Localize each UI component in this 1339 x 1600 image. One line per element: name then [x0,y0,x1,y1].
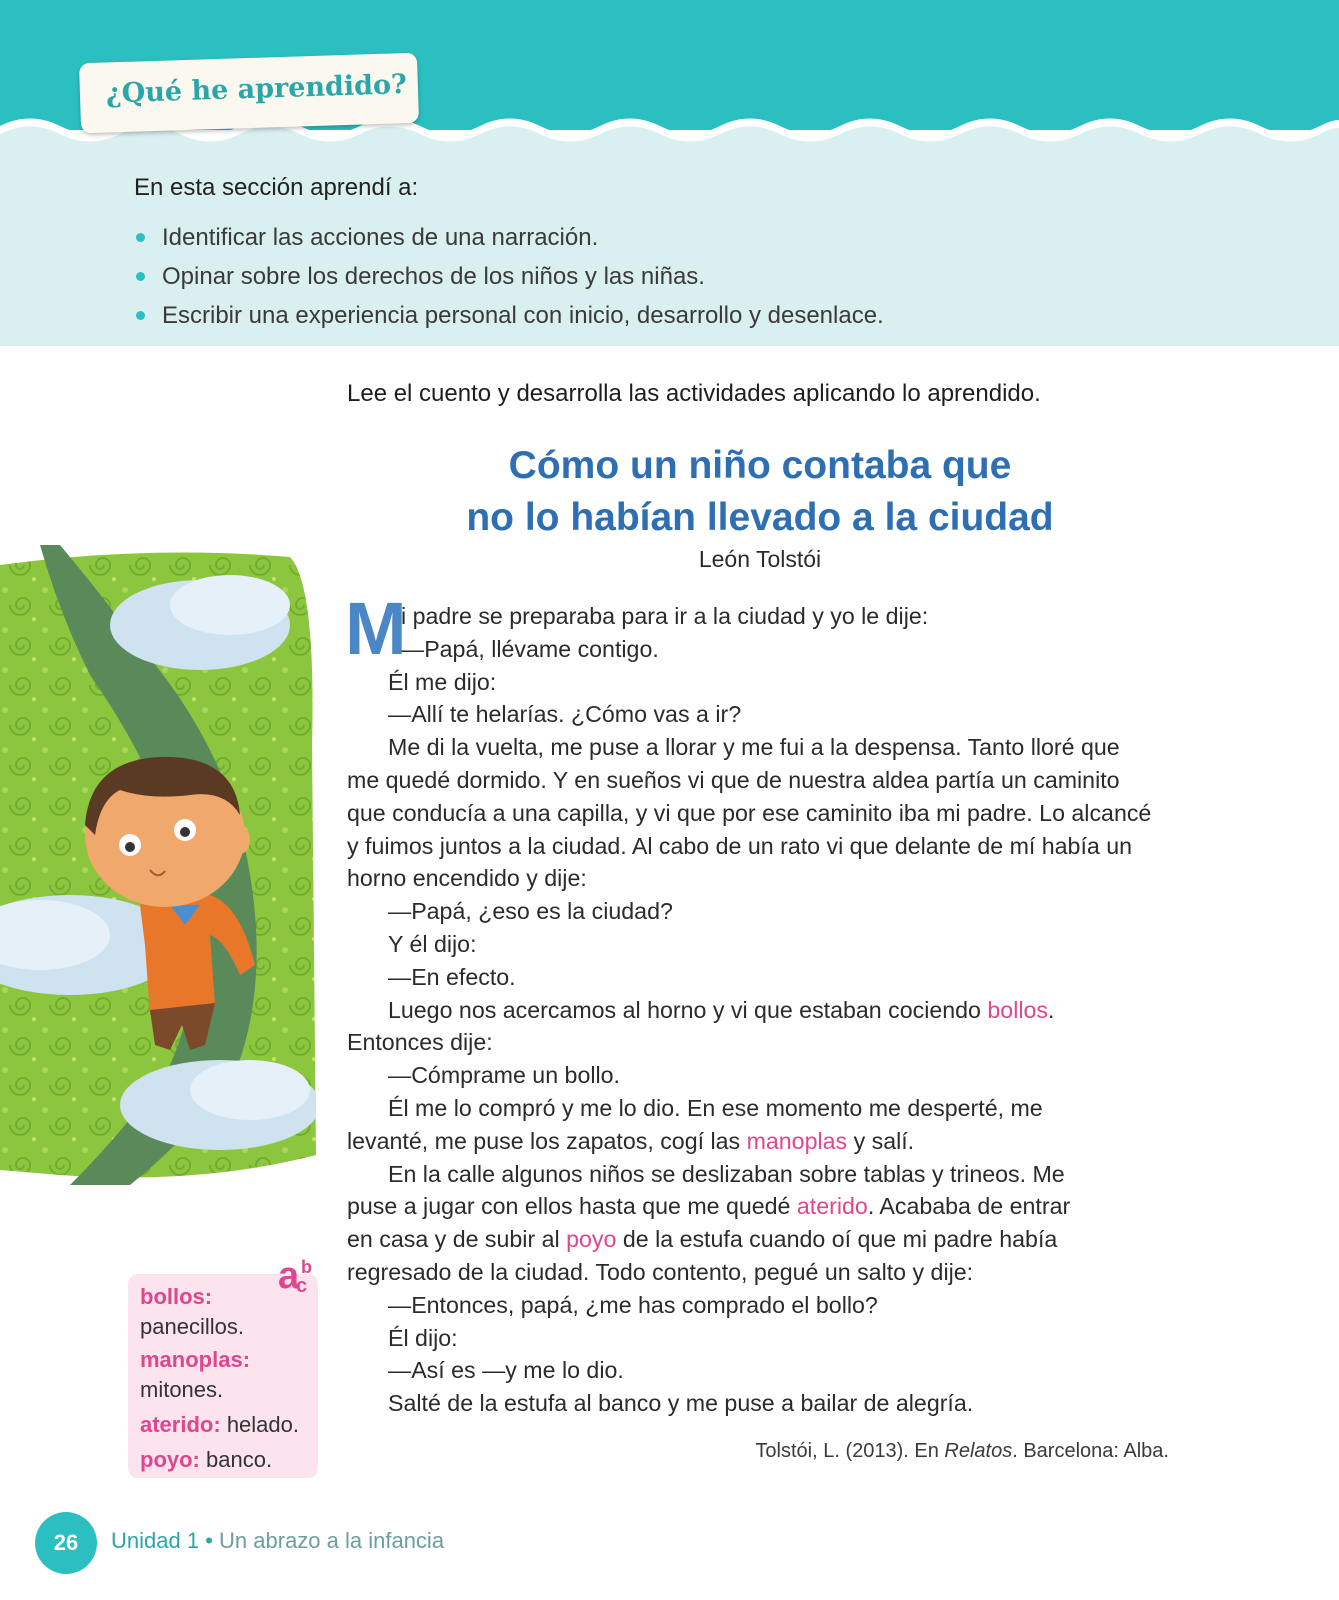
citation: Tolstói, L. (2013). En Relatos. Barcelona: Alba. [755,1440,1169,1462]
story-line: —Así es —y me lo dio. [388,1357,624,1384]
drop-cap: M [345,587,407,670]
section-tag [79,53,419,134]
glossary-entry: manoplas: mitones. [140,1347,251,1402]
story-line: En la calle algunos niños se deslizaban sobre tablas y trineos. Me [388,1160,1065,1187]
story-line: —Entonces, papá, ¿me has comprado el bollo? [388,1291,878,1318]
story-line: levanté, me puse los zapatos, cogí las manoplas y salí. [347,1127,915,1154]
story-line: Él me dijo: [388,668,497,695]
section-label: ¿Qué he aprendido? [105,69,408,110]
footer-unit: Unidad 1 • Un abrazo a la infancia [111,1528,445,1553]
story-line: Me di la vuelta, me puse a llorar y me fui a la despensa. Tanto lloré que [388,734,1120,761]
glossary-entry: aterido: helado. [140,1412,299,1437]
summary-list [134,218,884,335]
story-line: —En efecto. [388,963,516,990]
story-body [345,587,1177,1420]
story-title [340,440,1180,544]
story-line: Entonces dije: [347,1029,493,1056]
story-line: horno encendido y dije: [347,865,587,892]
glossary-term: aterido [796,1193,868,1220]
story-line: —Papá, llévame contigo. [401,635,659,662]
story-line: Luego nos acercamos al horno y vi que estaban cociendo bollos. [388,996,1055,1023]
glossary-term: bollos [987,996,1048,1023]
bullet-icon [136,311,145,320]
list-item: Opinar sobre los derechos de los niños y las niñas. [134,257,884,296]
story-line: y fuimos juntos a la ciudad. Al cabo de un rato vi que delante de mí había un [347,832,1133,859]
bullet-icon [136,233,145,242]
story-line: me quedé dormido. Y en sueños vi que de nuestra aldea partía un caminito [347,766,1120,793]
glossary-entry: bollos: panecillos. [140,1284,244,1339]
story-line: Salté de la estufa al banco y me puse a bailar de alegría. [388,1390,974,1417]
summary-title: En esta sección aprendí a: [134,174,419,201]
glossary-term: poyo [566,1226,617,1253]
list-item: Identificar las acciones de una narración. [134,218,884,257]
instruction-text: Lee el cuento y desarrolla las actividades aplicando lo aprendido. [347,380,1041,407]
glossary-entry: poyo: banco. [140,1447,273,1472]
story-line: puse a jugar con ellos hasta que me quedé aterido. Acababa de entrar [347,1193,1071,1220]
page-number: 26 [53,1530,79,1555]
boy-on-path-illustration [0,545,316,1195]
glossary-term: manoplas [746,1127,848,1154]
story-title-line: Cómo un niño contaba que [508,444,1012,487]
story-line: —Cómprame un bollo. [388,1062,620,1089]
list-item: Escribir una experiencia personal con inicio, desarrollo y desenlace. [134,296,884,335]
story-line: M i padre se preparaba para ir a la ciudad y yo le dije: [345,587,929,670]
story-line: —Allí te helarías. ¿Cómo vas a ir? [388,701,742,728]
story-line: que conducía a una capilla, y vi que por ese caminito iba mi padre. Lo alcancé [347,799,1152,826]
bullet-icon [136,272,145,281]
story-line: —Papá, ¿eso es la ciudad? [388,898,673,925]
story-line: Y él dijo: [388,930,477,957]
story-author: León Tolstói [698,546,822,572]
story-line: Él dijo: [388,1324,458,1351]
story-title-line: no lo habían llevado a la ciudad [466,496,1054,539]
story-line: regresado de la ciudad. Todo contento, pegué un salto y dije: [347,1258,974,1285]
story-line: Él me lo compró y me lo dio. En ese momento me desperté, me [388,1094,1043,1121]
story-line: en casa y de subir al poyo de la estufa cuando oí que mi padre había [347,1226,1058,1253]
